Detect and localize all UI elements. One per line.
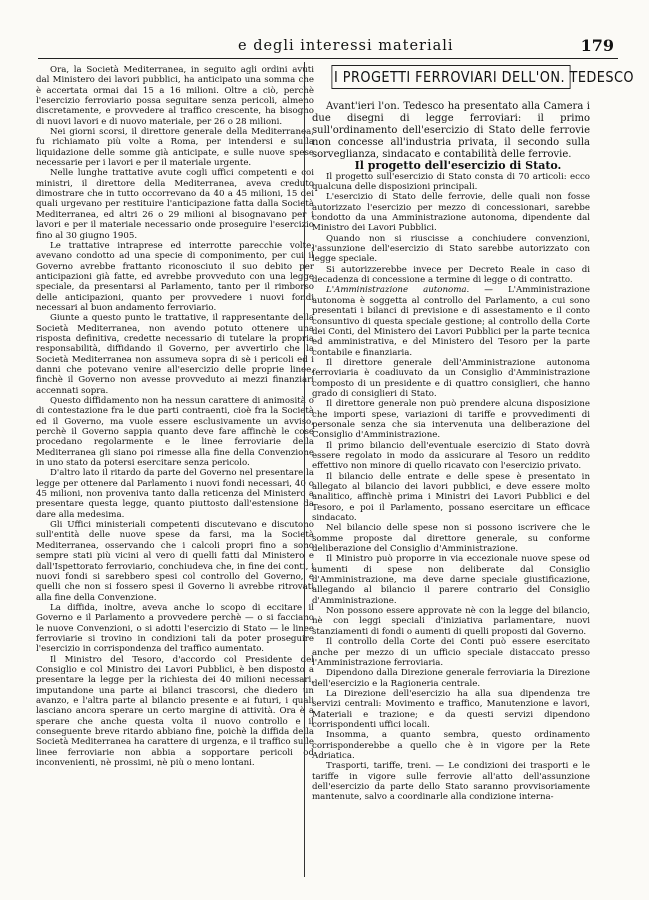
column-divider (304, 62, 305, 877)
paragraph: Nei giorni scorsi, il direttore generale della Mediterranea, fu richiamato più volte a Roma, per intendersi e sulla liquidazione delle somme già anticipate, e sulle nuove spese necessarie per i lavori e per il materiale urgente. (36, 127, 314, 169)
paragraph: Dipendono dalla Direzione generale ferroviaria la Direzione dell'esercizio e la Ragioneria centrale. (312, 668, 590, 689)
paragraph: Non possono essere approvate nè con la legge del bilancio, nè con leggi speciali d'iniziativa parlamentare, nuovi stanziamenti di fondi o aumenti di quelli proposti dal Governo. (312, 606, 590, 637)
paragraph: Le trattative intraprese ed interrotte parecchie volte, avevano condotto ad una specie di componimento, per cui il Governo avrebbe frattanto riconosciuto il suo debito per anticipazioni già fatte, ed avrebbe provveduto con una legge speciale, da presentarsi al Parlamento, tanto per il rimborso delle anticipazioni, quanto per provvedere i nuovi fondi necessari al buon andamento ferroviario. (36, 240, 314, 313)
paragraph: Si autorizzerebbe invece per Decreto Reale in caso di decadenza di concessione a termine di legge o di contratto. (312, 264, 590, 286)
paragraph: La diffida, inoltre, aveva anche lo scopo di eccitare il Governo e il Parlamento a provvedere perchè — o si facciano le nuove Convenzioni, o si adotti l'esercizio di Stato — le linee ferroviarie si trovino in condizioni tali da poter proseguire l'esercizio in corrispondenza del traffico aumentato. (36, 602, 314, 655)
paragraph: Il Ministro può proporre in via eccezionale nuove spese od aumenti di spese non deliberate dal Consiglio d'Amministrazione, ma deve darne speciale giustificazione, allegando al bilancio il parere contrario del Consiglio d'Amministrazione. (312, 554, 590, 606)
paragraph: Nel bilancio delle spese non si possono iscrivere che le somme proposte dal direttore generale, su conforme deliberazione del Consiglio d'Amministrazione. (312, 523, 590, 555)
paragraph: Nelle lunghe trattative avute cogli uffici competenti e coi ministri, il direttore della Mediterranea, aveva creduto dimostrare che in tutto occorrevano da 40 a 45 milioni, 15 dei quali urgevano per restituire l'anticipazione fatta dalla Società Mediterranea, ed altri 26 o 29 milioni al bisognavano per i lavori e per il materiale necessario onde proseguire l'esercizio fino al 30 giugno 1905. (36, 168, 314, 241)
paragraph: Trasporti, tariffe, treni. — Le condizioni dei trasporti e le tariffe in vigore sulle ferrovie all'atto dell'assunzione dell'esercizio da parte dello Stato saranno provvisoriamente mantenute, salvo a coordinarle alla condizione interna- (312, 761, 590, 803)
lead-phrase: L'Amministrazione autonoma. — (326, 285, 493, 296)
paragraph: Il primo bilancio dell'eventuale esercizio di Stato dovrà essere regolato in modo da assicurare al Tesoro un reddito effettivo non minore di quello ricavato con l'esercizio privato. (312, 440, 590, 472)
paragraph: Questo diffidamento non ha nessun carattere di animosità o di contestazione fra le due parti contraenti, cioè fra la Società ed il Governo, ma vuole essere esclusivamente un avviso, perchè il Governo sappia quanto deve fare affinchè le cose procedano regolarmente e le linee ferroviarie della Mediterranea gli siano poi rimesse alla fine della Convenzione in uno stato da potersi esercitare senza pericolo. (36, 396, 314, 469)
paragraph (312, 285, 590, 357)
paragraph: Il controllo della Corte dei Conti può essere esercitato anche per mezzo di un ufficio speciale distaccato presso l'Amministrazione ferroviaria. (312, 637, 590, 668)
right-column (312, 65, 634, 803)
paragraph: Ora, la Società Mediterranea, in seguito agli ordini avuti dal Ministero dei lavori pubblici, ha anticipato una somma che è accertata ormai dai 15 a 16 milioni. Oltre a ciò, perchè l'esercizio ferroviario possa seguitare senza pericoli, almeno discretamente, e provvedere al traffico crescente, ha bisogno di nuovi lavori e di nuovo materiale, per 26 o 28 milioni. (36, 65, 314, 127)
intro-paragraph: Avant'ieri l'on. Tedesco ha presentato alla Camera i due disegni di legge ferroviari: il primo sull'ordinamento dell'esercizio di Stato delle ferrovie non concesse all'industria privata, il secondo sulla sorveglianza, sindacato e contabilità delle ferrovie. (312, 101, 590, 161)
paragraph: Il bilancio delle entrate e delle spese è presentato in allegato al bilancio dei lavori pubblici, e deve essere molto analitico, affinchè prima i Ministri dei Lavori Pubblici e del Tesoro, e poi il Parlamento, possano esercitare un efficace sindacato. (312, 471, 590, 524)
paragraph: Il Ministro del Tesoro, d'accordo col Presidente del Consiglio e col Ministro dei Lavori Pubblici, è ben disposto a presentare la legge per la richiesta dei 40 milioni necessari, imputandone una parte ai bilanci trascorsi, che diedero un avanzo, e l'altra parte al bilancio presente e ai futuri, i quali lasciano ancora sperare un certo margine di attività. Ora è a sperare che anche questa volta il nuovo controllo e il conseguente breve ritardo abbiano fine, poichè la diffida della Società Mediterranea ha carattere di urgenza, e il traffico sulle linee ferroviarie non abbia a sopportare pericoli od inconvenienti, nè prossimi, nè più o meno lontani. (36, 654, 314, 769)
header-rule (38, 58, 618, 59)
paragraph: Il direttore generale non può prendere alcuna disposizione che importi spese, variazioni di tariffe e provvedimenti di personale senza che sia intervenuta una deliberazione del Consiglio d'Amministrazione. (312, 399, 590, 441)
lead-text: L'Amministrazione autonoma è soggetta al controllo del Parlamento, a cui sono presentati i bilanci di previsione e di assestamento e il conto consuntivo di questa speciale gestione; al controllo della Corte dei Conti, del Ministero dei Lavori Pubblici per la parte tecnica ed amministrativa, e del Ministero del Tesoro per la parte contabile e finanziaria. (312, 285, 591, 358)
page-number: 179 (580, 36, 614, 55)
paragraph: D'altro lato il ritardo da parte del Governo nel presentare la legge per ottenere dal Parlamento i nuovi fondi necessari, 40 o 45 milioni, non proveniva tanto dalla reticenza del Ministero a presentare questa legge, quanto piuttosto dall'estensione da dare alla medesima. (36, 468, 314, 520)
paragraph: Il progetto sull'esercizio di Stato consta di 70 articoli: ecco qualcuna delle disposizioni principali. (312, 171, 590, 193)
paragraph: L'esercizio di Stato delle ferrovie, delle quali non fosse autorizzato l'esercizio per mezzo di concessionari, sarebbe condotto da una Amministrazione autonoma, dipendente dal Ministro dei Lavori Pubblici. (312, 192, 590, 234)
paragraph: La Direzione dell'esercizio ha alla sua dipendenza tre servizi centrali: Movimento e traffico, Manutenzione e lavori, Materiali e trazione; e da questi servizi dipendono corrispondenti uffici locali. (312, 688, 590, 730)
section-heading: Il progetto dell'esercizio di Stato. (354, 159, 562, 173)
left-column (36, 65, 314, 768)
article-intro (312, 101, 590, 161)
paragraph: Quando non si riuscisse a conchiudere convenzioni, l'assunzione dell'esercizio di Stato sarebbe autorizzato con legge speciale. (312, 233, 590, 265)
paragraph: Insomma, a quanto sembra, questo ordinamento corrisponderebbe a quello che è in vigore per la Rete Adriatica. (312, 730, 590, 761)
article-title: I PROGETTI FERROVIARI DELL'ON. TEDESCO (331, 65, 570, 89)
running-head: e degli interessi materiali (238, 38, 454, 54)
page-header (38, 30, 618, 56)
paragraph: Giunte a questo punto le trattative, il rappresentante della Società Mediterranea, non avendo potuto ottenere una risposta definitiva, credette necessario di tutelare la propria responsabilità, diffidando il Governo, per avvertirlo che la Società Mediterranea non assumeva sopra di sè i pericoli ed i danni che potevano venire all'esercizio delle proprie linee, finchè il Governo non avesse provveduto ai mezzi finanziari accennati sopra. (36, 313, 314, 396)
paragraph: Gli Uffici ministeriali competenti discutevano e discutono sull'entità delle nuove spese da farsi, ma la Società Mediterranea, osservando che i calcoli propri fino a sono sempre stati più vicini al vero di quelli fatti dal Ministero e dall'Ispettorato ferroviario, conchiudeva che, in fine dei conti, i nuovi fondi si sarebbero spesi col controllo del Governo, e quelli che non si fossero spesi il Governo li avrebbe ritrovati alla fine della Convenzione. (36, 520, 314, 603)
paragraph: Il direttore generale dell'Amministrazione autonoma ferroviaria è coadiuvato da un Consiglio d'Amministrazione composto di un presidente e di quattro consiglieri, che hanno grado di consiglieri di Stato. (312, 357, 590, 399)
